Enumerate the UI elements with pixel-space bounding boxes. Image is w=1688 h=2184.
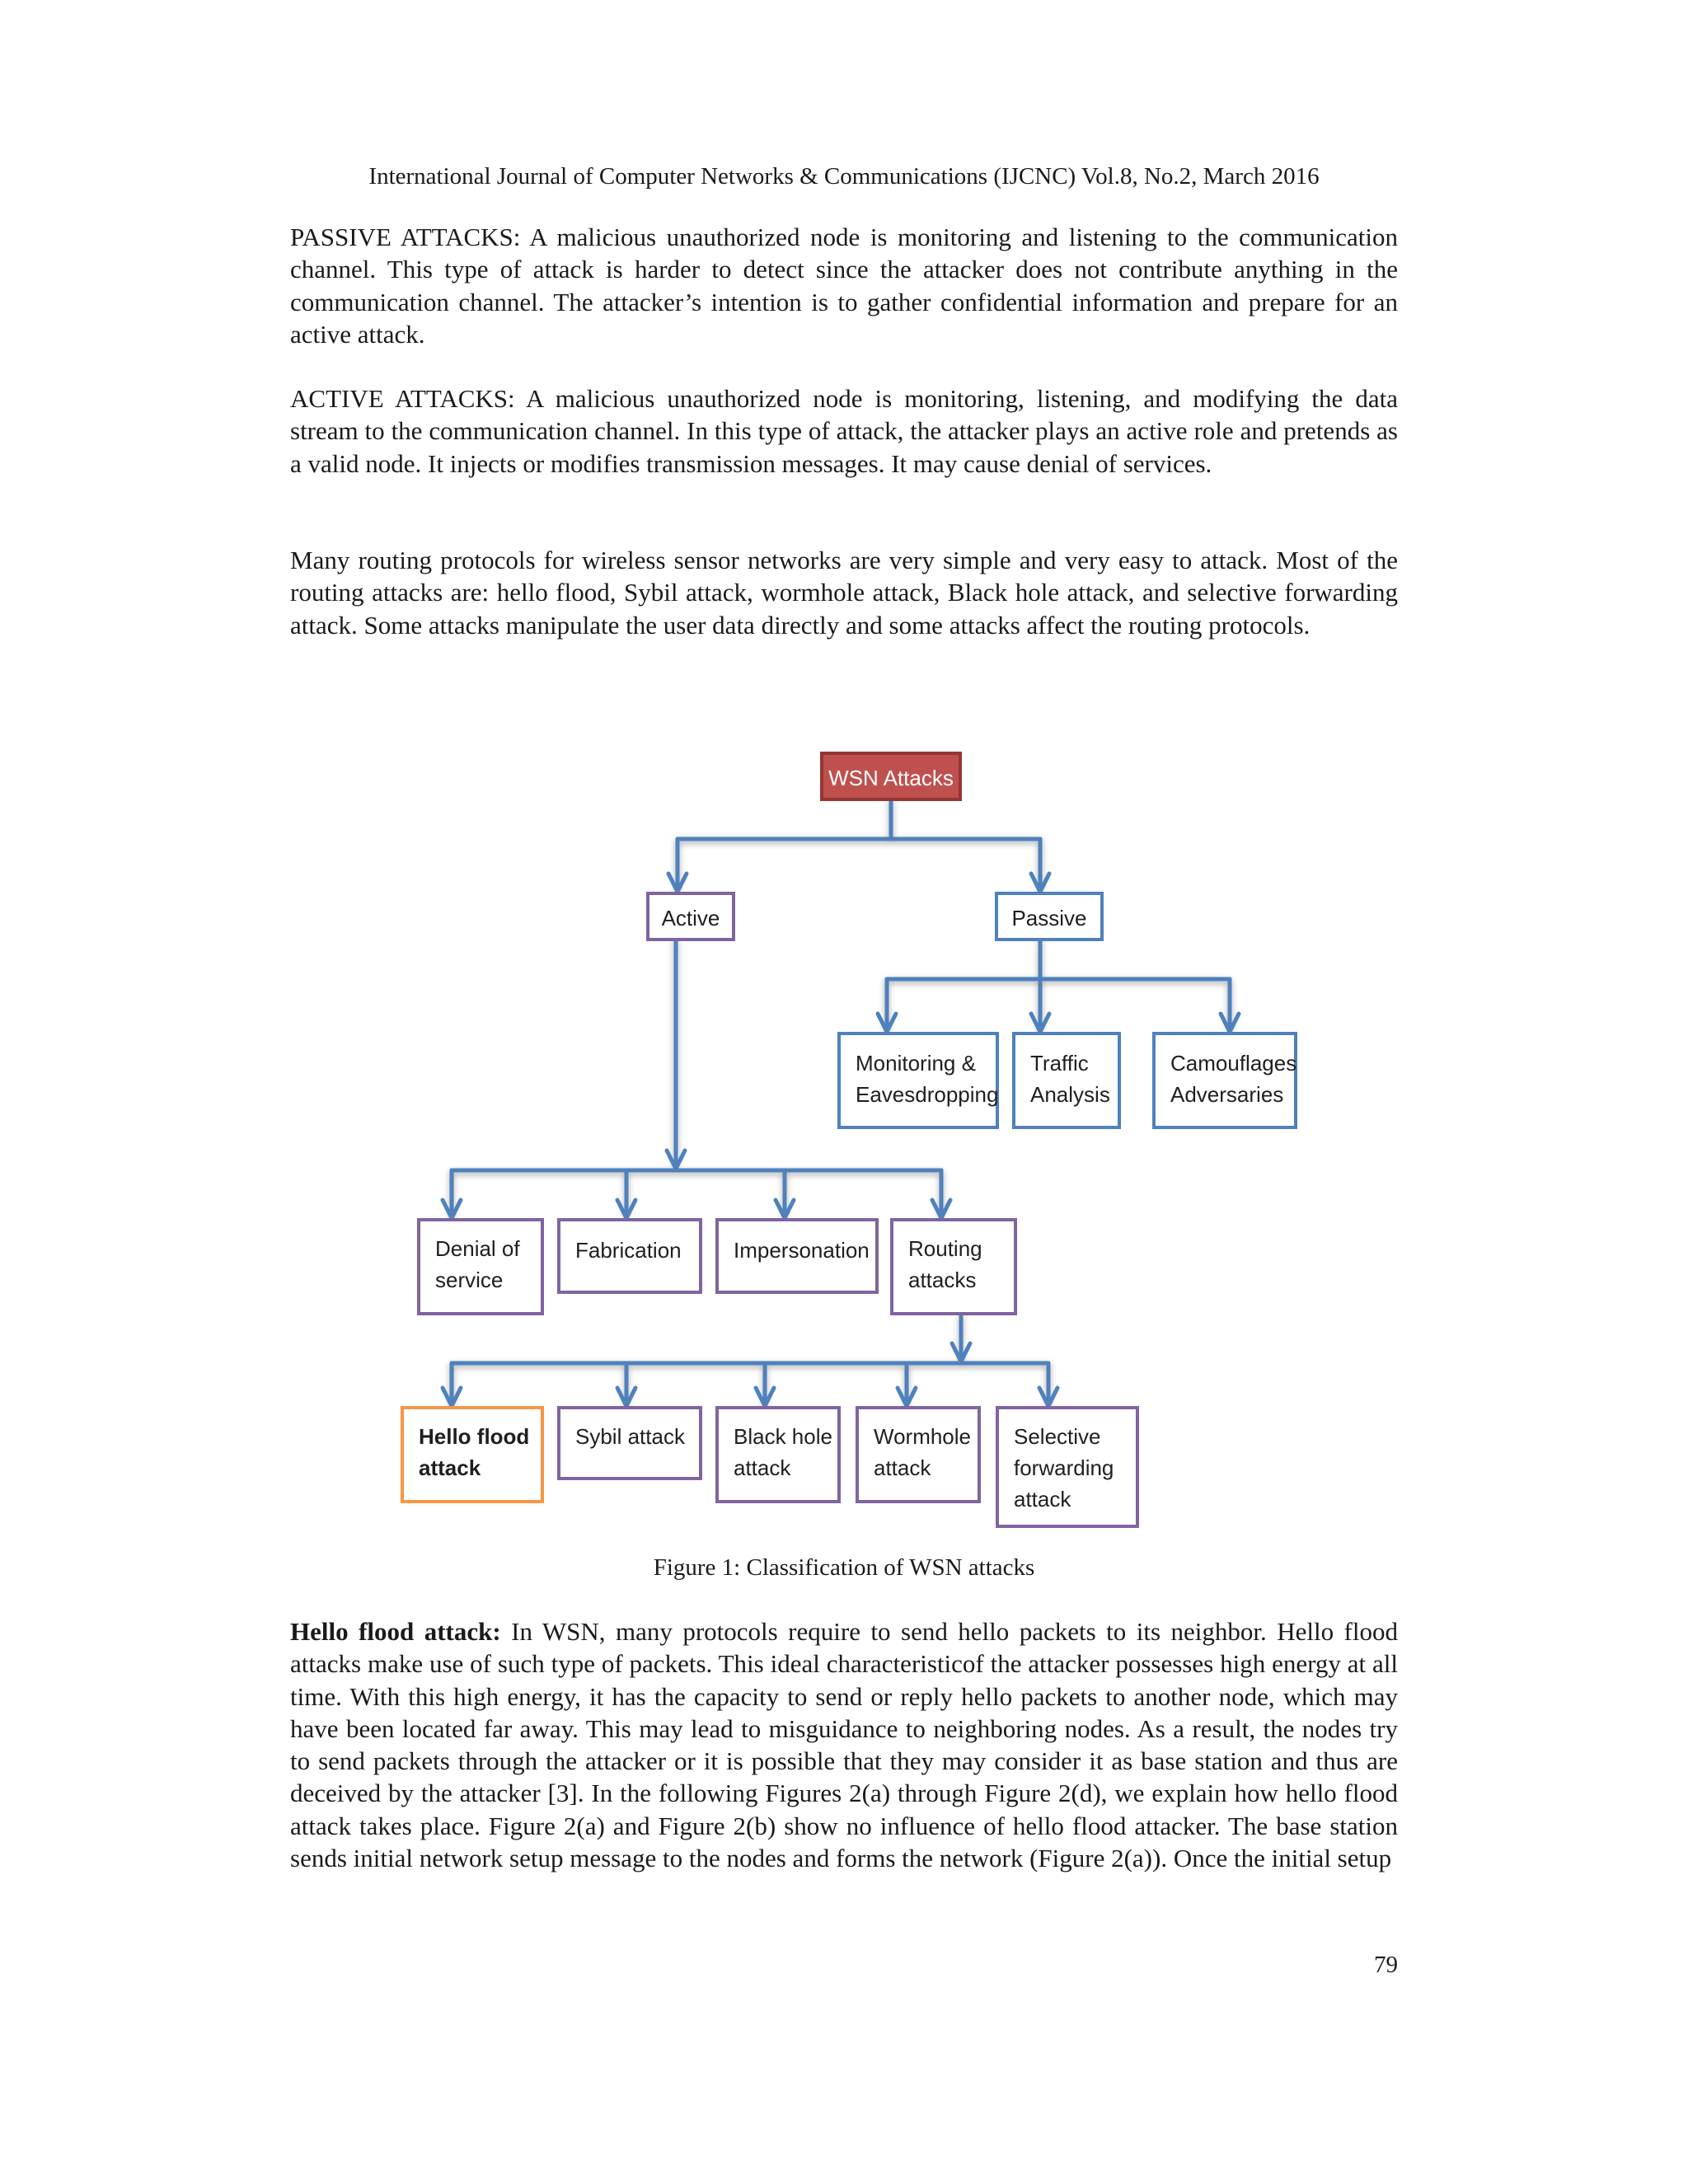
node-fabrication-label: Fabrication bbox=[575, 1238, 682, 1263]
term-hello-flood: Hello flood attack: bbox=[290, 1617, 501, 1646]
node-selective-forwarding-attack bbox=[997, 1408, 1137, 1526]
node-black-hole-line2: attack bbox=[734, 1455, 791, 1480]
node-fabrication bbox=[559, 1220, 701, 1292]
node-traffic-line1: Traffic bbox=[1030, 1051, 1089, 1076]
node-active bbox=[648, 893, 734, 940]
node-denial-line2: service bbox=[435, 1268, 504, 1292]
node-wsn-attacks bbox=[822, 753, 960, 799]
node-passive-label: Passive bbox=[1011, 906, 1087, 930]
node-routing-line1: Routing bbox=[908, 1236, 982, 1261]
node-selective-line2: forwarding bbox=[1014, 1455, 1114, 1480]
node-monitoring-line1: Monitoring & bbox=[856, 1051, 976, 1076]
node-black-hole-attack bbox=[717, 1408, 839, 1502]
node-selective-line1: Selective bbox=[1014, 1424, 1101, 1449]
node-monitoring-eavesdropping bbox=[839, 1033, 998, 1127]
node-denial-of-service bbox=[419, 1220, 542, 1314]
paragraph-routing-protocols: Many routing protocols for wireless sensor networks are very simple and very easy to attack. Most of the routing attacks are: hello flood, Sybil attack, wormhole attack, Black hole attack, and selective forwarding attack. Some attacks manipulate the user data directly and some attacks affect the routing protocols. bbox=[290, 546, 1398, 640]
node-sybil-label: Sybil attack bbox=[575, 1424, 685, 1449]
node-wormhole-line1: Wormhole bbox=[874, 1424, 972, 1449]
node-camouflages-line2: Adversaries bbox=[1170, 1082, 1284, 1107]
node-hello-flood-line2: attack bbox=[419, 1455, 481, 1480]
node-passive bbox=[996, 893, 1102, 940]
paragraph-hello-flood-text: In WSN, many protocols require to send hello packets to its neighbor. Hello flood attacks make use of such type of packets. This ideal characteristicof the attacker possesses high energy at all time. With this high energy, it has the capacity to send or reply hello packets to another node, which may have been located far away. This may lead to misguidance to neighboring nodes. As a result, the nodes try to send packets through the attacker or it is possible that they may consider it as base station and thus are deceived by the attacker [3]. In the following Figures 2(a) through Figure 2(d), we explain how hello flood attack takes place. Figure 2(a) and Figure 2(b) show no influence of hello flood attacker. The base station sends initial network setup message to the nodes and forms the network (Figure 2(a)). Once the initial setup bbox=[290, 1617, 1398, 1873]
node-impersonation-label: Impersonation bbox=[734, 1238, 870, 1263]
page-number: 79 bbox=[1374, 1952, 1398, 1978]
node-selective-line3: attack bbox=[1014, 1487, 1071, 1511]
node-active-label: Active bbox=[661, 906, 720, 930]
term-passive-attacks: PASSIVE ATTACKS: bbox=[290, 223, 521, 251]
node-black-hole-line1: Black hole bbox=[734, 1424, 832, 1449]
node-monitoring-line2: Eavesdropping bbox=[856, 1082, 999, 1107]
node-wormhole-attack bbox=[857, 1408, 979, 1502]
node-sybil-attack bbox=[559, 1408, 701, 1479]
node-impersonation bbox=[717, 1220, 877, 1292]
node-wormhole-line2: attack bbox=[874, 1455, 931, 1480]
node-routing-line2: attacks bbox=[908, 1268, 977, 1292]
node-camouflages-adversaries bbox=[1154, 1033, 1296, 1127]
node-camouflages-line1: Camouflages bbox=[1170, 1051, 1297, 1076]
node-hello-flood-line1: Hello flood bbox=[419, 1424, 530, 1449]
node-traffic-analysis bbox=[1014, 1033, 1119, 1127]
node-routing-attacks bbox=[892, 1220, 1015, 1314]
paragraph-active-text: A malicious unauthorized node is monitoring, listening, and modifying the data stream to the communication channel. In this type of attack, the attacker plays an active role and pretends as a valid node. It injects or modifies transmission messages. It may cause denial of services. bbox=[290, 384, 1398, 478]
paragraph-hello-flood bbox=[290, 1615, 1398, 1874]
node-denial-line1: Denial of bbox=[435, 1236, 520, 1261]
node-wsn-attacks-label: WSN Attacks bbox=[828, 766, 954, 790]
figure-caption: Figure 1: Classification of WSN attacks bbox=[653, 1554, 1035, 1581]
term-active-attacks: ACTIVE ATTACKS: bbox=[290, 384, 515, 413]
running-header: International Journal of Computer Networks & Communications (IJCNC) Vol.8, No.2, March 2016 bbox=[368, 163, 1320, 190]
node-hello-flood-attack bbox=[402, 1408, 542, 1502]
paragraph-passive-text: A malicious unauthorized node is monitoring and listening to the communication channel. This type of attack is harder to detect since the attacker does not contribute anything in the communication channel. The attacker’s intention is to gather confidential information and prepare for an active attack. bbox=[290, 223, 1399, 349]
node-traffic-line2: Analysis bbox=[1030, 1082, 1110, 1107]
